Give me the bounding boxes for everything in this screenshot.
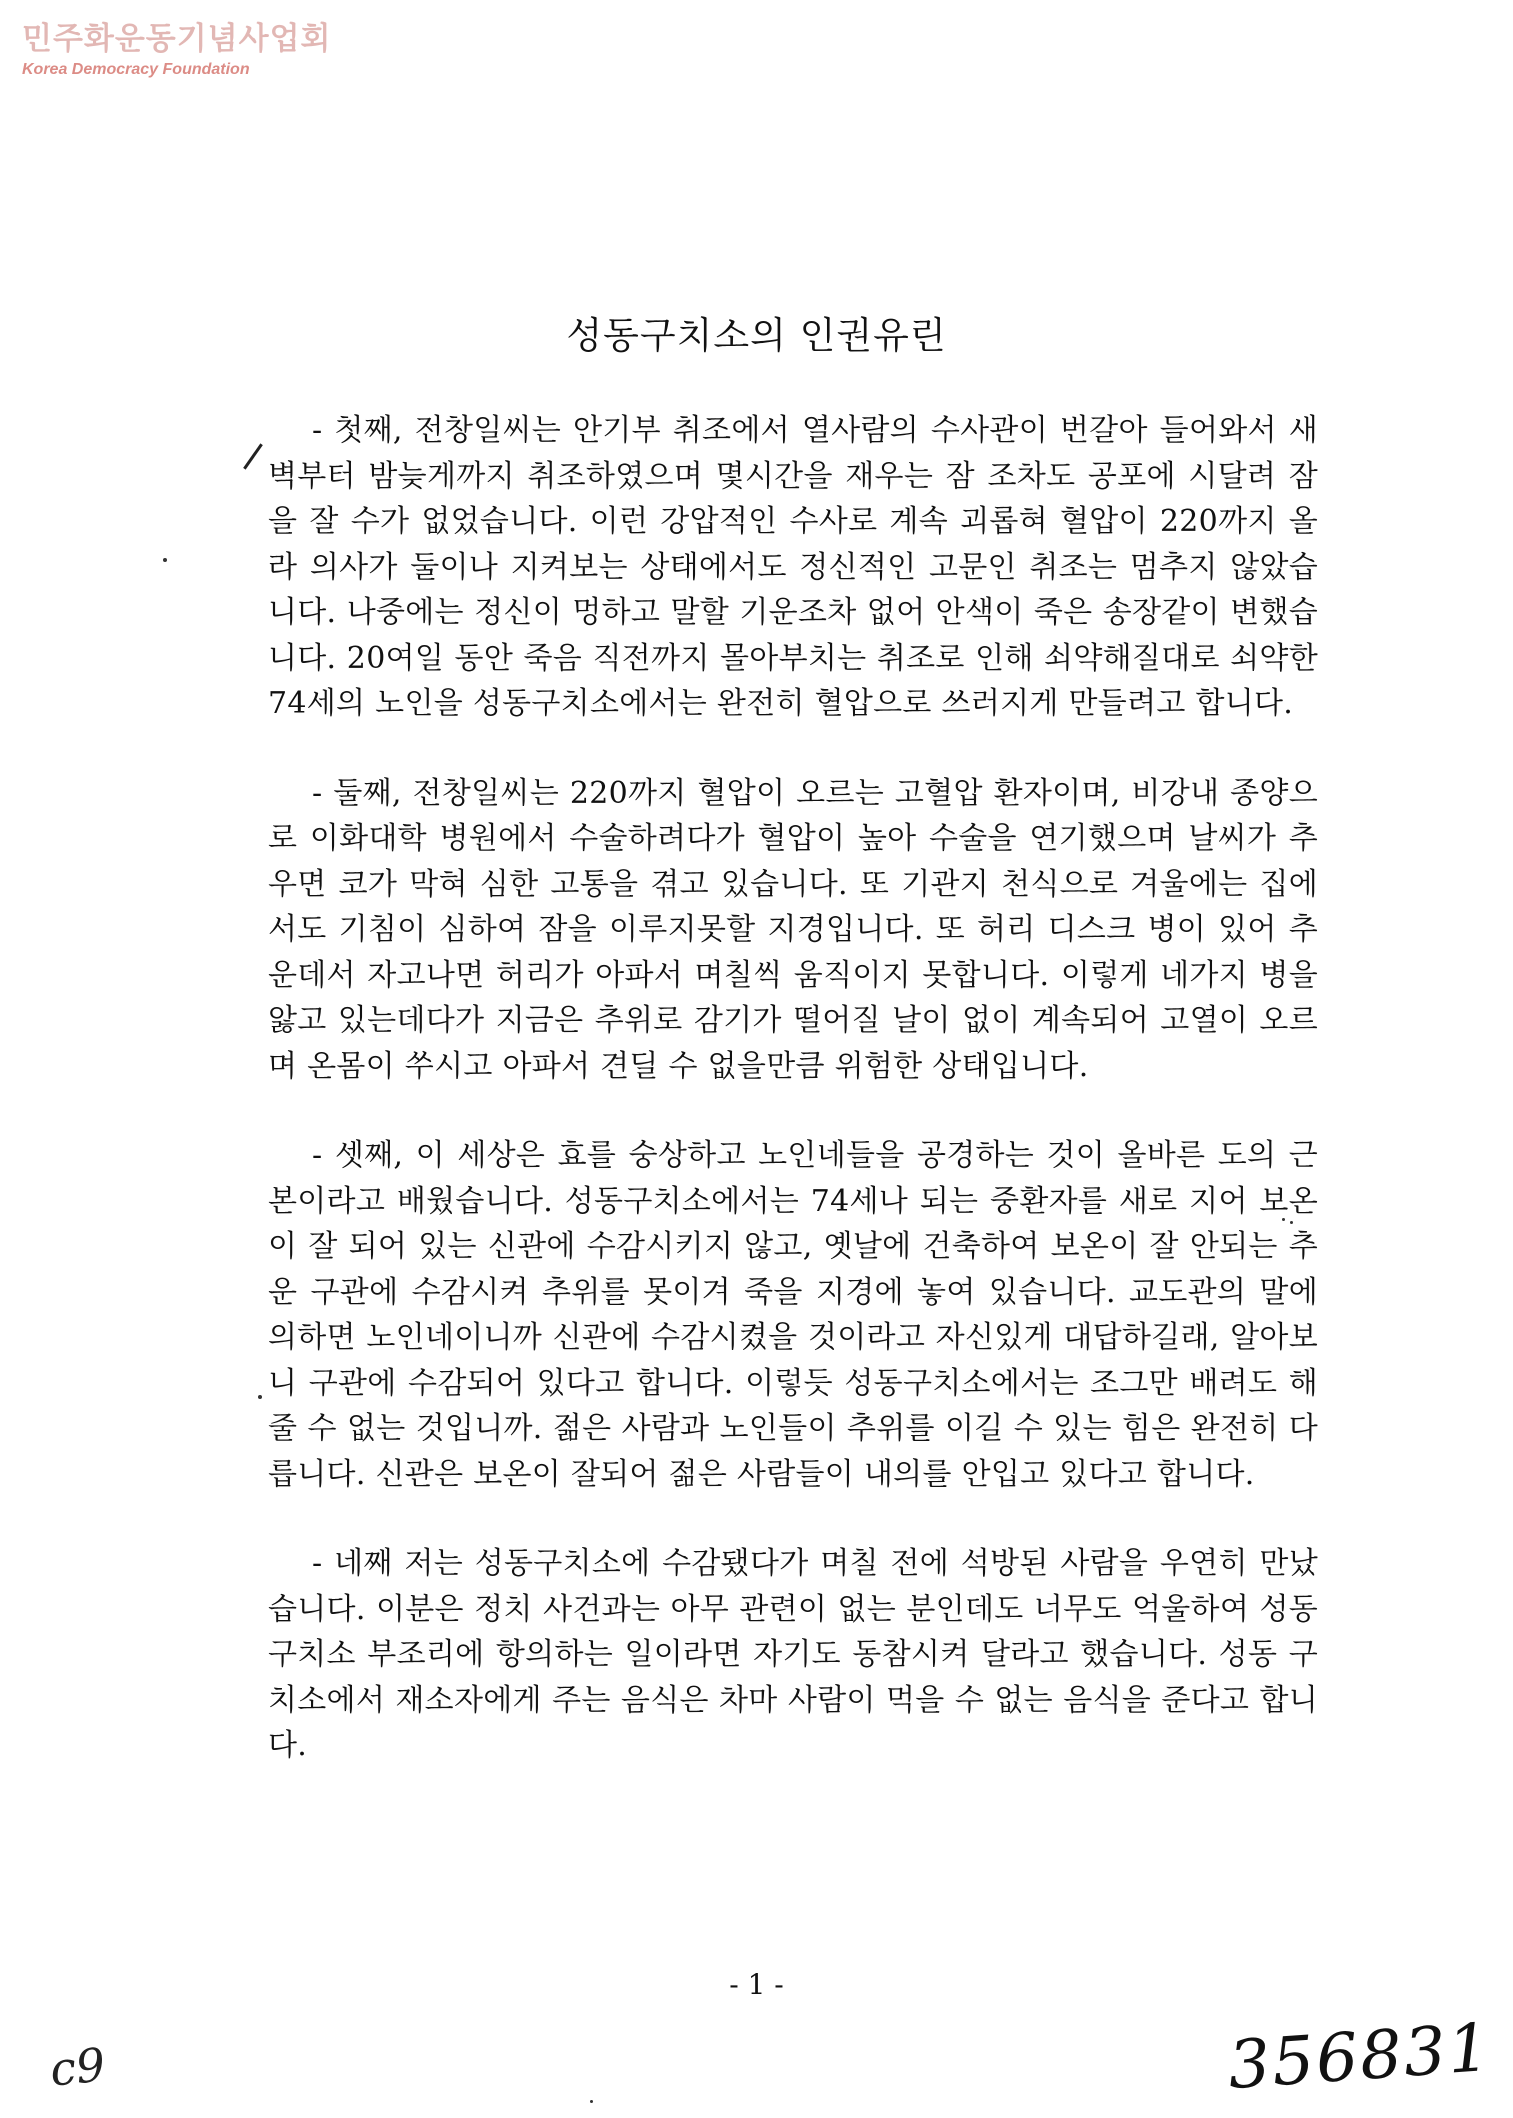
watermark-english-text: Korea Democracy Foundation: [22, 61, 250, 78]
handwritten-archive-number: 356831: [1225, 2008, 1495, 2105]
scan-speck: [590, 2100, 593, 2103]
scan-speck: [1290, 1221, 1293, 1224]
scan-speck: [258, 1395, 262, 1399]
watermark-korean-text: 민주화운동기념사업회: [22, 21, 332, 57]
paragraph-second: - 둘째, 전창일씨는 220까지 혈압이 오르는 고혈압 환자이며, 비강내 종양으로 이화대학 병원에서 수술하려다가 혈압이 높아 수술을 연기했으며 날씨가 추우면 코가 막혀 심한 고통을 겪고 있습니다. 또 기관지 천식으로 겨울에는 집에서도 기침이 심하여 잠을 이루지못할 지경입니다. 또 허리 디스크 병이 있어 추운데서 자고나면 허리가 아파서 며칠씩 움직이지 못합니다. 이렇게 네가지 병을 앓고 있는데다가 지금은 추위로 감기가 떨어질 날이 없이 계속되어 고열이 오르며 온몸이 쑤시고 아파서 견딜 수 없을만큼 위험한 상태입니다.: [268, 775, 1318, 1084]
scan-speck: [163, 558, 167, 562]
page-number: - 1 -: [729, 1968, 784, 2001]
paragraph-first: - 첫째, 전창일씨는 안기부 취조에서 열사람의 수사관이 번갈아 들어와서 새벽부터 밤늦게까지 취조하였으며 몇시간을 재우는 잠 조차도 공포에 시달려 잠을 잘 수가 없었습니다. 이런 강압적인 수사로 계속 괴롭혀 혈압이 220까지 올라 의사가 둘이나 지켜보는 상태에서도 정신적인 고문인 취조는 멈추지 않았습니다. 나중에는 정신이 멍하고 말할 기운조차 없어 안색이 죽은 송장같이 변했습니다. 20여일 동안 죽음 직전까지 몰아부치는 취조로 인해 쇠약해질대로 쇠약한 74세의 노인을 성동구치소에서는 완전히 혈압으로 쓰러지게 만들려고 합니다.: [268, 413, 1318, 721]
paragraph-third: - 셋째, 이 세상은 효를 숭상하고 노인네들을 공경하는 것이 올바른 도의 근본이라고 배웠습니다. 성동구치소에서는 74세나 되는 중환자를 새로 지어 보온이 잘 되어 있는 신관에 수감시키지 않고, 옛날에 건축하여 보온이 잘 안되는 추운 구관에 수감시켜 추위를 못이겨 죽을 지경에 놓여 있습니다. 교도관의 말에 의하면 노인네이니까 신관에 수감시켰을 것이라고 자신있게 대답하길래, 알아보니 구관에 수감되어 있다고 합니다. 이렇듯 성동구치소에서는 조그만 배려도 해줄 수 없는 것입니까. 젊은 사람과 노인들이 추위를 이길 수 있는 힘은 완전히 다릅니다. 신관은 보온이 잘되어 젊은 사람들이 내의를 안입고 있다고 합니다.: [268, 1138, 1318, 1492]
handwritten-left-mark: c9: [47, 2037, 108, 2097]
document-title: 성동구치소의 인권유린: [566, 314, 947, 357]
paragraph-fourth: - 네째 저는 성동구치소에 수감됐다가 며칠 전에 석방된 사람을 우연히 만났습니다. 이분은 정치 사건과는 아무 관련이 없는 분인데도 너무도 억울하여 성동구치소 부조리에 항의하는 일이라면 자기도 동참시켜 달라고 했습니다. 성동 구치소에서 재소자에게 주는 음식은 차마 사람이 먹을 수 없는 음식을 준다고 합니다.: [268, 1546, 1318, 1763]
scan-speck: [1282, 1218, 1285, 1221]
foundation-watermark: [22, 18, 332, 80]
document-body: [268, 408, 1318, 1769]
pen-stroke-mark: [243, 443, 263, 469]
